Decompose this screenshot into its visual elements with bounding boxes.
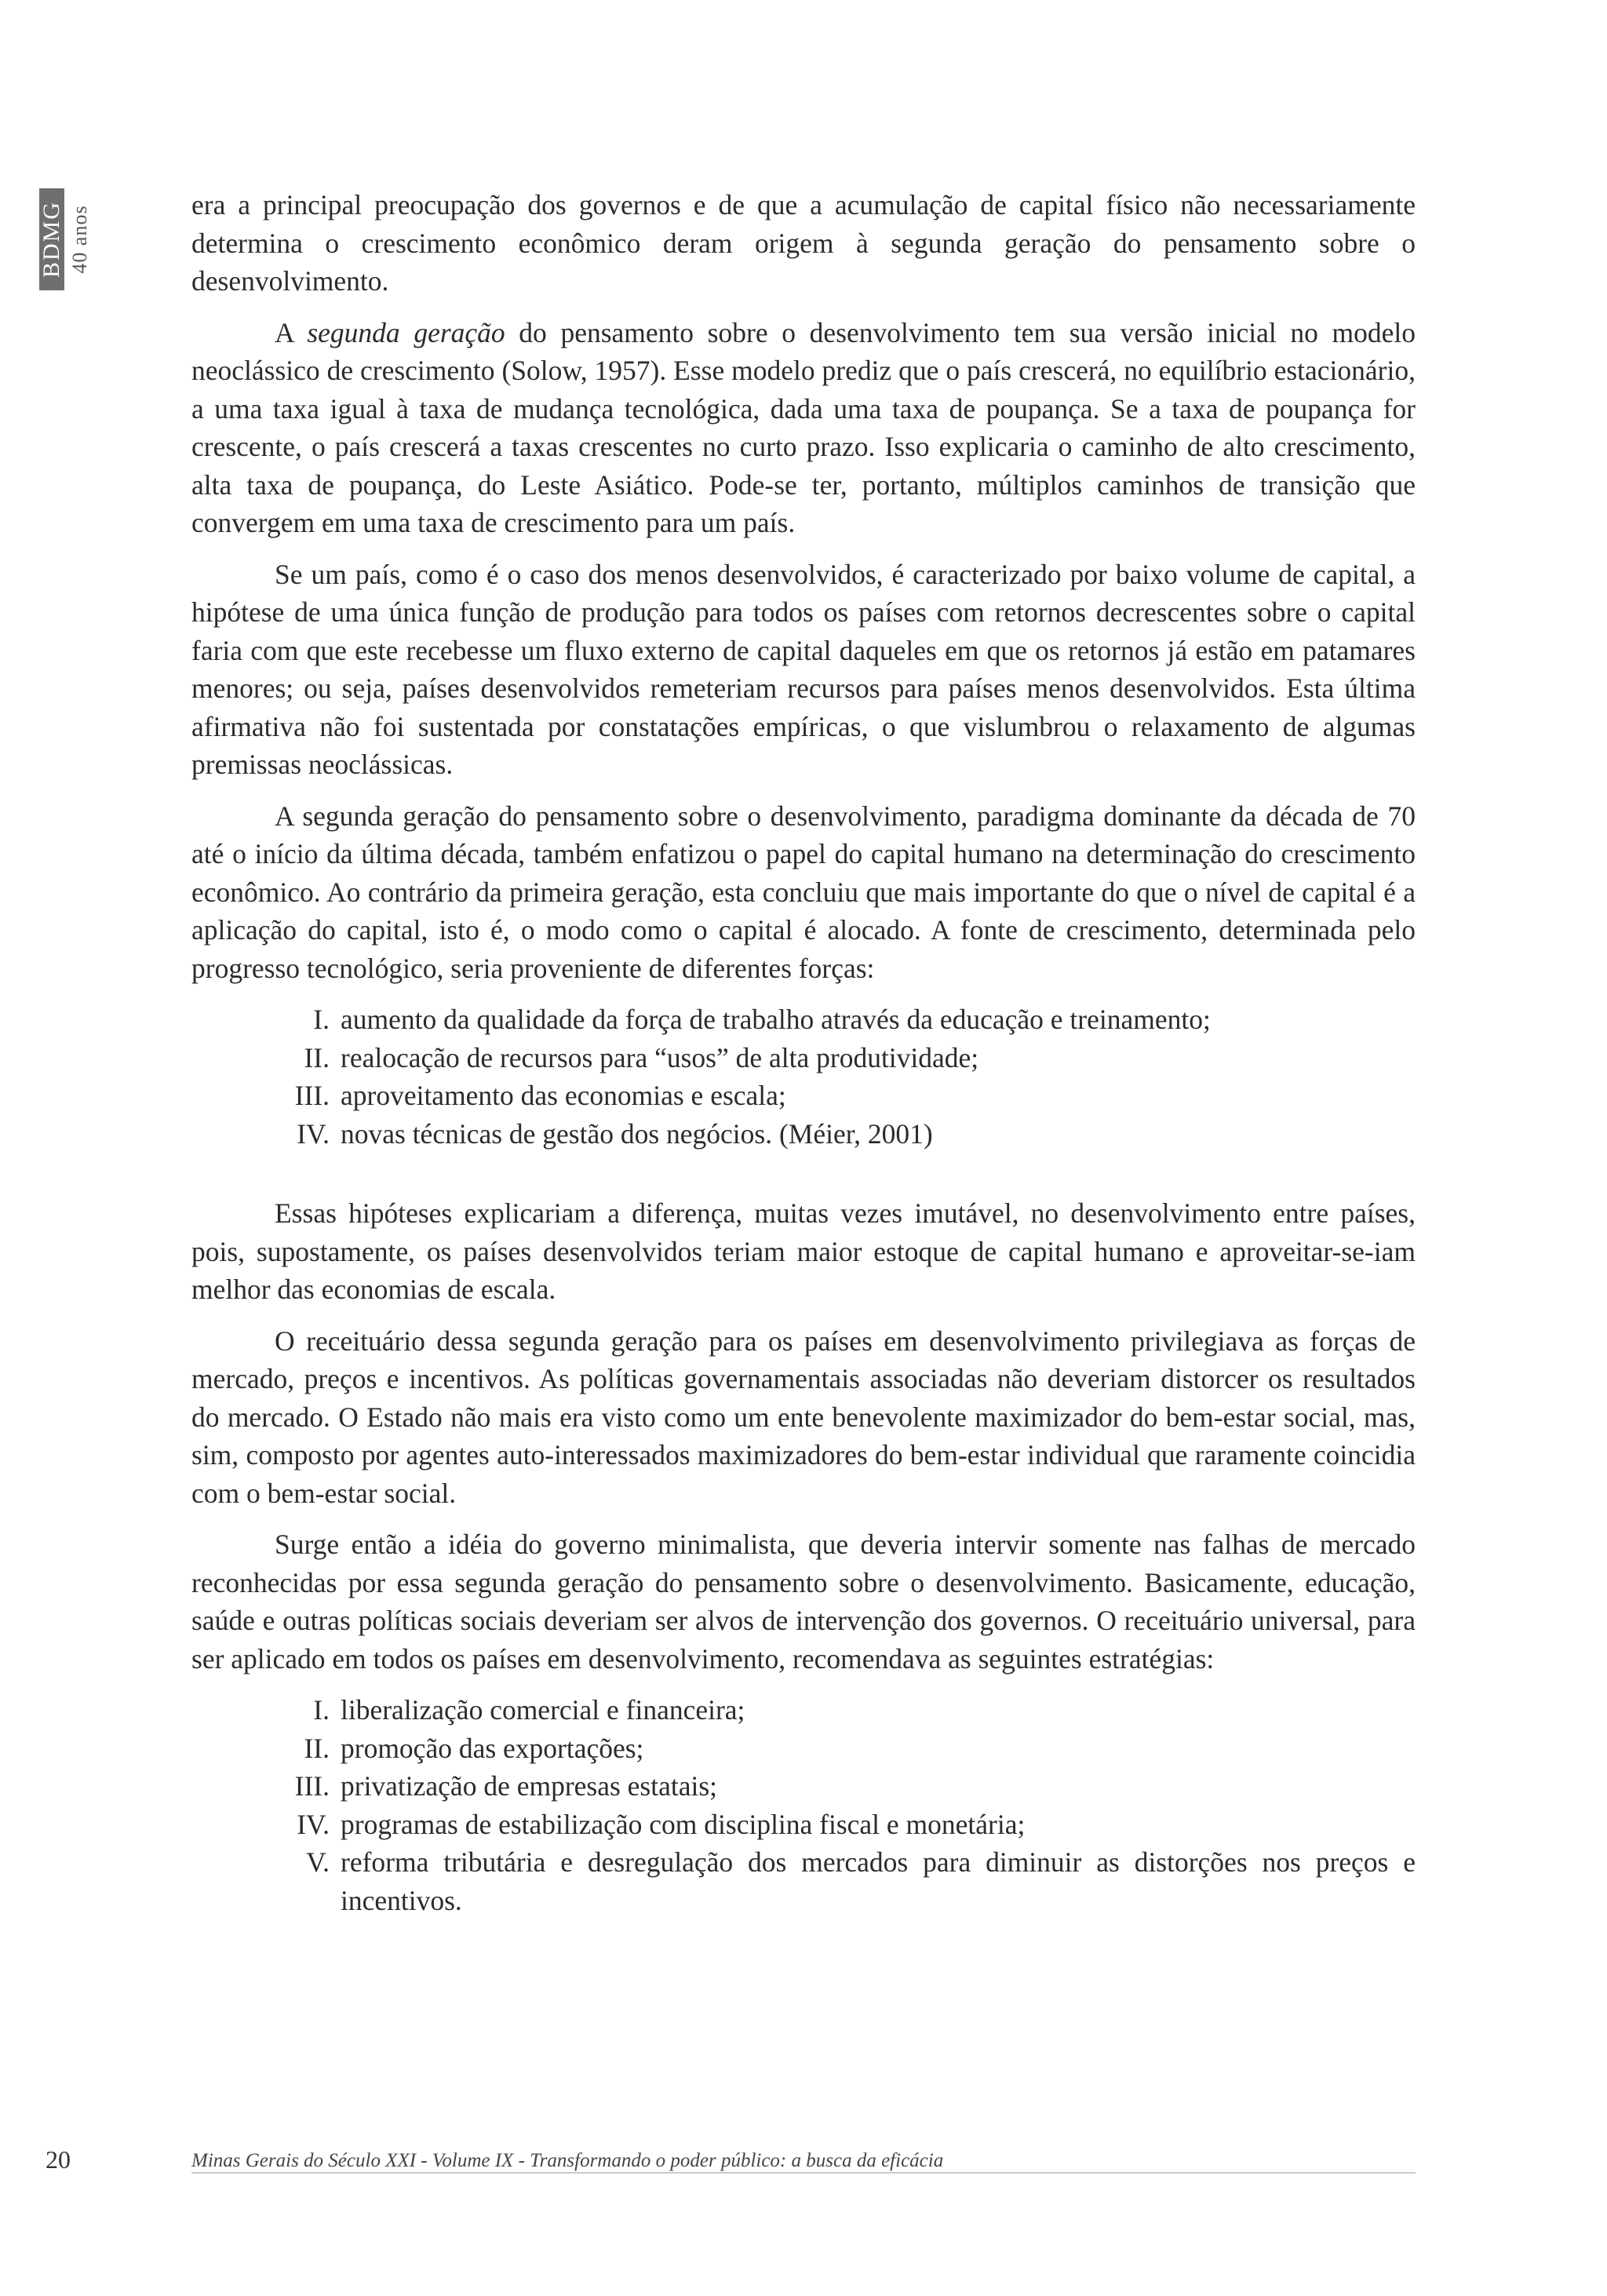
- list-numeral: V.: [306, 1846, 330, 1878]
- bdmg-side-logo: [38, 188, 91, 290]
- paragraph-human-capital: A segunda geração do pensamento sobre o desenvolvimento, paradigma dominante da década de 70 até o início da última década, também enfatizou o papel do capital humano na determinação do crescimento econômico. Ao contrário da primeira geração, esta concluiu que mais importante do que o nível de capital é a aplicação do capital, isto é, o modo como o capital é alocado. A fonte de crescimento, determinada pelo progresso tecnológico, seria proveniente de diferentes forças:: [191, 800, 1416, 984]
- list-item-text: aumento da qualidade da força de trabalho através da educação e treinamento;: [341, 1004, 1211, 1035]
- list-item-text: liberalização comercial e financeira;: [341, 1694, 745, 1726]
- paragraph-hypotheses: Essas hipóteses explicariam a diferença, muitas vezes imutável, no desenvolvimento entre países, pois, supostamente, os países desenvolvidos teriam maior estoque de capital humano e aproveitar-se-iam melhor das economias de escala.: [191, 1197, 1416, 1305]
- paragraph-second-generation: [191, 314, 1416, 542]
- footer-running-title: Minas Gerais do Século XXI - Volume IX - Transformando o poder público: a busca da eficácia: [191, 2150, 944, 2171]
- list-item: [191, 1691, 1416, 1729]
- list-item: [191, 1077, 1416, 1115]
- paragraph-continued: era a principal preocupação dos governos e de que a acumulação de capital físico não necessariamente determina o crescimento econômico deram origem à segunda geração do pensamento sobre o desenvolvimento.: [191, 189, 1416, 297]
- growth-forces-list: [191, 1000, 1416, 1153]
- footer-divider: [191, 2172, 1416, 2174]
- page-number: 20: [46, 2145, 71, 2174]
- list-item: [191, 1729, 1416, 1768]
- list-item: [191, 1115, 1416, 1153]
- list-item: [191, 1000, 1416, 1039]
- list-numeral: II.: [304, 1732, 330, 1764]
- list-numeral: IV.: [297, 1808, 330, 1840]
- list-numeral: II.: [304, 1041, 330, 1073]
- list-item-text: aproveitamento das economias e escala;: [341, 1080, 786, 1111]
- list-item-text: privatização de empresas estatais;: [341, 1770, 718, 1802]
- list-item-text: reforma tributária e desregulação dos mercados para diminuir as distorções nos preços e incentivos.: [341, 1846, 1416, 1916]
- list-item: [191, 1843, 1416, 1919]
- spacer: [191, 1166, 1416, 1194]
- list-item-text: realocação de recursos para “usos” de alta produtividade;: [341, 1041, 979, 1073]
- paragraph-minimalist-government: Surge então a idéia do governo minimalista, que deveria intervir somente nas falhas de mercado reconhecidas por essa segunda geração do pensamento sobre o desenvolvimento. Basicamente, educação, saúde e outras políticas sociais deveriam ser alvos de intervenção dos governos. O receituário universal, para ser aplicado em todos os países em desenvolvimento, recomendava as seguintes estratégias:: [191, 1529, 1416, 1675]
- paragraph-prescription: O receituário dessa segunda geração para os países em desenvolvimento privilegiava as forças de mercado, preços e incentivos. As políticas governamentais associadas não deveriam distorcer os resultados do mercado. O Estado não mais era visto como um ente benevolente maximizador do bem-estar social, mas, sim, composto por agentes auto-interessados maximizadores do bem-estar individual que raramente coincidia com o bem-estar social.: [191, 1325, 1416, 1509]
- page-body: [191, 186, 1416, 1933]
- list-item: [191, 1806, 1416, 1844]
- bdmg-anniversary-text: 40 anos: [68, 205, 91, 274]
- paragraph-text: do pensamento sobre o desenvolvimento tem sua versão inicial no modelo neoclássico de crescimento (Solow, 1957). Esse modelo prediz que o país crescerá, no equilíbrio estacionário, a uma taxa igual à taxa de mudança tecnológica, dada uma taxa de poupança. Se a taxa de poupança for crescente, o país crescerá a taxas crescentes no curto prazo. Isso explicaria o caminho de alto crescimento, alta taxa de poupança, do Leste Asiático. Pode-se ter, portanto, múltiplos caminhos de transição que convergem em uma taxa de crescimento para um país.: [191, 316, 1416, 538]
- list-numeral: III.: [294, 1080, 330, 1111]
- bdmg-logo-text: BDMG: [38, 200, 64, 279]
- paragraph-text: A: [275, 316, 308, 348]
- list-item-text: promoção das exportações;: [341, 1732, 644, 1764]
- list-item: [191, 1767, 1416, 1806]
- list-item-text: programas de estabilização com disciplina fiscal e monetária;: [341, 1808, 1026, 1840]
- list-numeral: III.: [294, 1770, 330, 1802]
- emphasis-term: segunda geração: [307, 316, 505, 348]
- strategies-list: [191, 1691, 1416, 1919]
- list-numeral: I.: [313, 1694, 330, 1726]
- list-numeral: IV.: [297, 1117, 330, 1150]
- paragraph-capital-flows: Se um país, como é o caso dos menos desenvolvidos, é caracterizado por baixo volume de capital, a hipótese de uma única função de produção para todos os países com retornos decrescentes sobre o capital faria com que este recebesse um fluxo externo de capital daqueles em que os retornos já estão em patamares menores; ou seja, países desenvolvidos remeteriam recursos para países menos desenvolvidos. Esta última afirmativa não foi sustentada por constatações empíricas, o que vislumbrou o relaxamento de algumas premissas neoclássicas.: [191, 558, 1416, 780]
- list-item: [191, 1039, 1416, 1077]
- list-numeral: I.: [313, 1004, 330, 1035]
- list-item-text: novas técnicas de gestão dos negócios. (Méier, 2001): [341, 1117, 933, 1150]
